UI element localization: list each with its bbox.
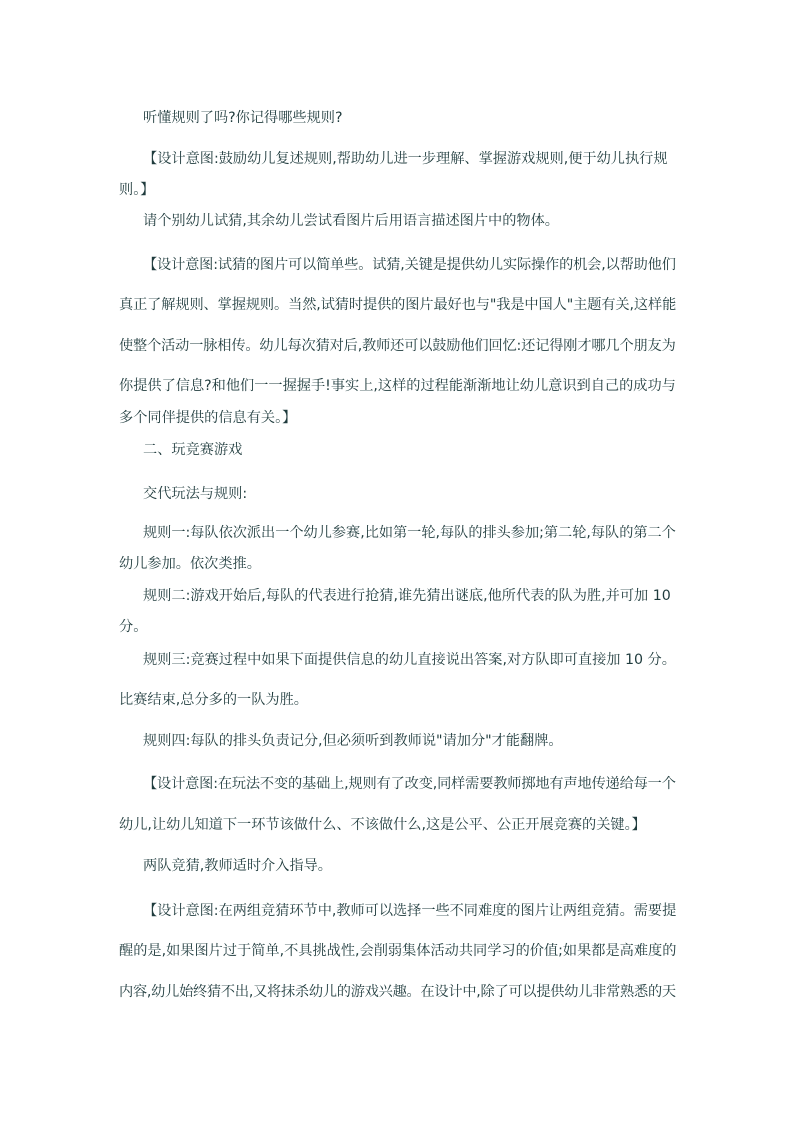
design-intent-line: 真正了解规则、掌握规则。当然,试猜时提供的图片最好也与"我是中国人"主题有关,这样能 [119,297,677,313]
rule-line: 分。 [119,619,148,635]
design-intent-line: 多个同伴提供的信息有关。】 [119,410,297,426]
design-intent-line: 【设计意图:鼓励幼儿复述规则,帮助幼儿进一步理解、掌握游戏规则,便于幼儿执行规 [143,151,668,167]
design-intent-line: 你提供了信息?和他们一一握握手!事实上,这样的过程能渐渐地让幼儿意识到自己的成功与 [119,378,676,394]
paragraph-line: 听懂规则了吗?你记得哪些规则? [143,110,343,126]
rule-line: 比赛结束,总分多的一队为胜。 [119,692,308,708]
design-intent-line: 醒的是,如果图片过于简单,不具挑战性,会削弱集体活动共同学习的价值;如果都是高难度的 [119,943,677,959]
paragraph-line: 两队竞猜,教师适时介入指导。 [143,858,332,874]
design-intent-line: 则。】 [119,182,155,198]
design-intent-line: 【设计意图:试猜的图片可以简单些。试猜,关键是提供幼儿实际操作的机会,以帮助他们 [143,257,676,273]
rule-line: 规则四:每队的排头负责记分,但必须听到教师说"请加分"才能翻牌。 [143,733,563,749]
design-intent-line: 使整个活动一脉相传。幼儿每次猜对后,教师还可以鼓励他们回忆:还记得刚才哪几个朋友为 [119,338,676,354]
design-intent-line: 内容,幼儿始终猜不出,又将抹杀幼儿的游戏兴趣。在设计中,除了可以提供幼儿非常熟悉的天 [119,984,676,1000]
section-heading: 二、玩竞赛游戏 [143,442,243,458]
design-intent-line: 【设计意图:在玩法不变的基础上,规则有了改变,同样需要教师掷地有声地传递给每一个 [143,776,676,792]
rule-line: 规则一:每队依次派出一个幼儿参赛,比如第一轮,每队的排头参加;第二轮,每队的第二个 [143,525,676,541]
rule-line: 规则二:游戏开始后,每队的代表进行抢猜,谁先猜出谜底,他所代表的队为胜,并可加 10 [143,588,671,604]
rule-line: 幼儿参加。依次类推。 [119,556,261,572]
paragraph-line: 请个别幼儿试猜,其余幼儿尝试看图片后用语言描述图片中的物体。 [143,213,559,229]
design-intent-line: 幼儿,让幼儿知道下一环节该做什么、不该做什么,这是公平、公正开展竞赛的关键。】 [119,817,646,833]
paragraph-line: 交代玩法与规则: [143,486,248,502]
rule-line: 规则三:竞赛过程中如果下面提供信息的幼儿直接说出答案,对方队即可直接加 10 分。 [143,652,676,668]
design-intent-line: 【设计意图:在两组竞猜环节中,教师可以选择一些不同难度的图片让两组竞猜。需要提 [143,903,677,919]
